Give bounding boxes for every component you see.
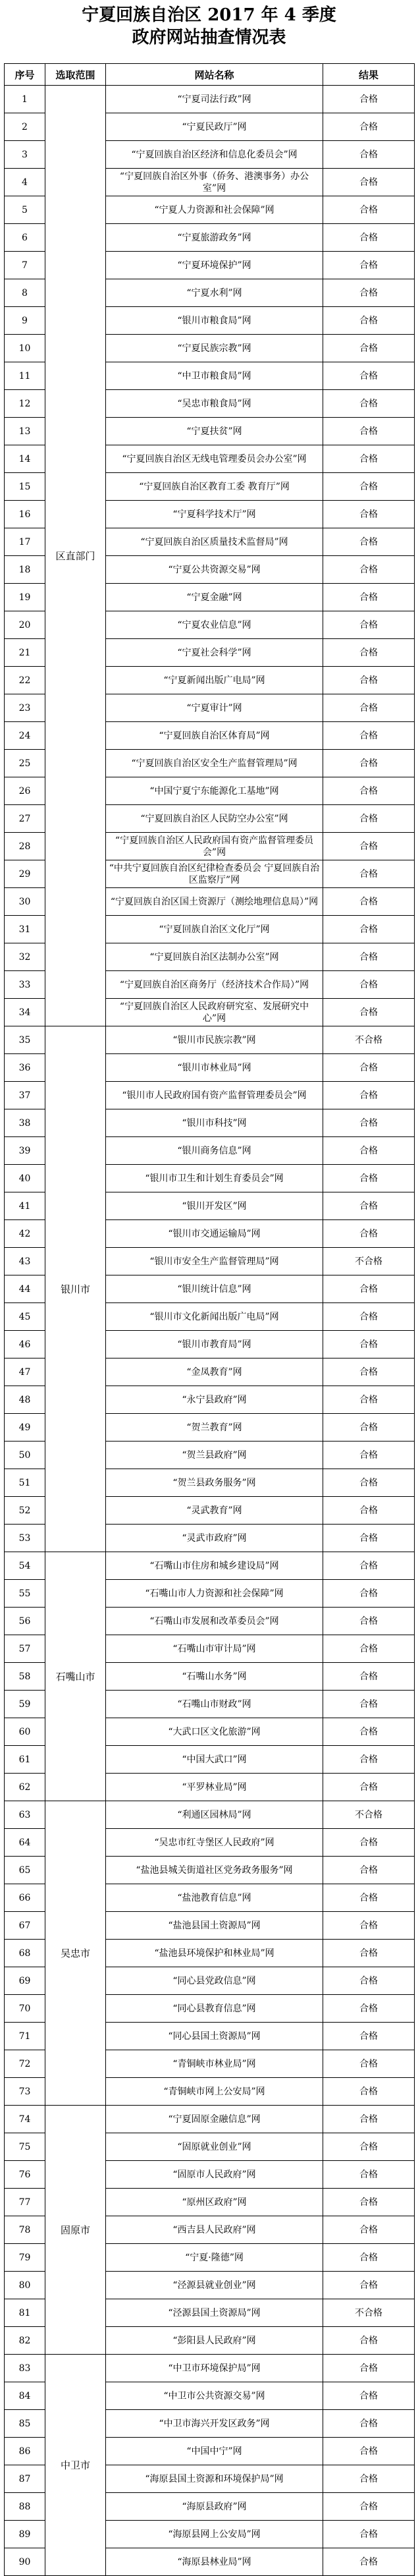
site-name: “银川市交通运输局”网: [106, 1220, 323, 1248]
result: 合格: [323, 252, 415, 279]
row-index: 5: [5, 196, 45, 224]
site-name: “银川市人民政府国有资产监督管理委员会”网: [106, 1082, 323, 1109]
scope-cell: 吴忠市: [45, 1801, 106, 2106]
result: 合格: [323, 805, 415, 833]
row-index: 15: [5, 473, 45, 501]
row-index: 26: [5, 777, 45, 805]
result: 合格: [323, 2161, 415, 2189]
table-header-row: [5, 64, 415, 86]
row-index: 16: [5, 501, 45, 528]
site-name: “永宁县政府”网: [106, 1386, 323, 1414]
row-index: 72: [5, 2050, 45, 2078]
row-index: 19: [5, 584, 45, 611]
result: 合格: [323, 584, 415, 611]
site-name: “宁夏回族自治区人民政府国有资产监督管理委员会”网: [106, 833, 323, 860]
row-index: 74: [5, 2106, 45, 2133]
result: 合格: [323, 722, 415, 750]
row-index: 69: [5, 1967, 45, 1995]
site-name: “宁夏回族自治区外事（侨务、港澳事务）办公室”网: [106, 169, 323, 196]
site-name: “宁夏公共资源交易”网: [106, 556, 323, 584]
table-row: [5, 2106, 415, 2133]
row-index: 44: [5, 1275, 45, 1303]
row-index: 24: [5, 722, 45, 750]
site-name: “盐池县环境保护和林业局”网: [106, 1940, 323, 1967]
header-site-name: 网站名称: [106, 64, 323, 86]
result: 合格: [323, 2548, 415, 2576]
result: 合格: [323, 888, 415, 916]
scope-cell: 区直部门: [45, 86, 106, 1026]
title-line-1: 宁夏回族自治区 2017 年 4 季度: [82, 5, 336, 25]
row-index: 56: [5, 1608, 45, 1635]
row-index: 3: [5, 141, 45, 169]
site-name: “海原县政府”网: [106, 2493, 323, 2521]
row-index: 20: [5, 611, 45, 639]
result: 合格: [323, 1082, 415, 1109]
result: 合格: [323, 2272, 415, 2299]
site-name: “盐池县国土资源局”网: [106, 1912, 323, 1940]
table-row: [5, 1552, 415, 1580]
result: 合格: [323, 2189, 415, 2216]
site-name: “石嘴山水务”网: [106, 1663, 323, 1691]
site-name: “中共宁夏回族自治区纪律检查委员会 宁夏回族自治区监察厅”网: [106, 860, 323, 888]
row-index: 28: [5, 833, 45, 860]
row-index: 11: [5, 362, 45, 390]
row-index: 51: [5, 1469, 45, 1497]
row-index: 25: [5, 750, 45, 777]
row-index: 46: [5, 1331, 45, 1358]
row-index: 78: [5, 2216, 45, 2244]
row-index: 85: [5, 2410, 45, 2438]
site-name: “吴忠市红寺堡区人民政府”网: [106, 1829, 323, 1857]
row-index: 62: [5, 1774, 45, 1801]
row-index: 52: [5, 1497, 45, 1525]
site-name: “贺兰县政务服务”网: [106, 1469, 323, 1497]
site-name: “中国大武口”网: [106, 1746, 323, 1774]
result: 不合格: [323, 1026, 415, 1054]
site-name: “宁夏回族自治区无线电管理委员会办公室”网: [106, 445, 323, 473]
result: 合格: [323, 860, 415, 888]
site-name: “同心县国土资源局”网: [106, 2023, 323, 2050]
row-index: 79: [5, 2244, 45, 2272]
site-name: “贺兰教育”网: [106, 1414, 323, 1442]
site-name: “固原就业创业”网: [106, 2133, 323, 2161]
site-name: “宁夏回族自治区法制办公室”网: [106, 943, 323, 971]
result: 合格: [323, 1165, 415, 1192]
site-name: “银川市文化新闻出版广电局”网: [106, 1303, 323, 1331]
result: 合格: [323, 445, 415, 473]
result: 不合格: [323, 2299, 415, 2327]
row-index: 68: [5, 1940, 45, 1967]
site-name: “彭阳县人民政府”网: [106, 2327, 323, 2355]
row-index: 37: [5, 1082, 45, 1109]
site-name: “宁夏·隆德”网: [106, 2244, 323, 2272]
result: 合格: [323, 916, 415, 943]
site-name: “石嘴山市人力资源和社会保障”网: [106, 1580, 323, 1608]
result: 合格: [323, 2216, 415, 2244]
site-name: “宁夏社会科学”网: [106, 639, 323, 667]
row-index: 65: [5, 1857, 45, 1884]
result: 合格: [323, 2410, 415, 2438]
row-index: 81: [5, 2299, 45, 2327]
table-row: [5, 86, 415, 113]
site-name: “银川市民族宗教”网: [106, 1026, 323, 1054]
result: 合格: [323, 1829, 415, 1857]
result: 合格: [323, 1497, 415, 1525]
result: 合格: [323, 113, 415, 141]
site-name: “宁夏扶贫”网: [106, 418, 323, 445]
site-name: “银川市安全生产监督管理局”网: [106, 1248, 323, 1275]
result: 合格: [323, 2023, 415, 2050]
site-name: “宁夏旅游政务”网: [106, 224, 323, 252]
site-name: “宁夏回族自治区教育工委 教育厅”网: [106, 473, 323, 501]
site-name: “银川商务信息”网: [106, 1137, 323, 1165]
row-index: 41: [5, 1192, 45, 1220]
site-name: “宁夏回族自治区文化厅”网: [106, 916, 323, 943]
result: 合格: [323, 390, 415, 418]
row-index: 22: [5, 667, 45, 694]
result: 合格: [323, 86, 415, 113]
row-index: 35: [5, 1026, 45, 1054]
result: 合格: [323, 2106, 415, 2133]
scope-cell: 固原市: [45, 2106, 106, 2355]
result: 合格: [323, 1774, 415, 1801]
table-row: [5, 1026, 415, 1054]
result: 合格: [323, 2050, 415, 2078]
row-index: 39: [5, 1137, 45, 1165]
row-index: 80: [5, 2272, 45, 2299]
row-index: 47: [5, 1358, 45, 1386]
row-index: 61: [5, 1746, 45, 1774]
row-index: 12: [5, 390, 45, 418]
site-name: “海原县网上公安局”网: [106, 2521, 323, 2548]
header-result: 结果: [323, 64, 415, 86]
result: 合格: [323, 1358, 415, 1386]
result: 合格: [323, 335, 415, 362]
site-name: “石嘴山市财政”网: [106, 1691, 323, 1718]
result: 合格: [323, 1884, 415, 1912]
result: 合格: [323, 1192, 415, 1220]
result: 合格: [323, 2355, 415, 2382]
row-index: 64: [5, 1829, 45, 1857]
site-name: “宁夏环境保护”网: [106, 252, 323, 279]
site-name: “灵武市政府”网: [106, 1525, 323, 1552]
result: 合格: [323, 971, 415, 999]
title-line-2: 政府网站抽查情况表: [132, 28, 286, 47]
row-index: 82: [5, 2327, 45, 2355]
result: 合格: [323, 1857, 415, 1884]
site-name: “宁夏金融”网: [106, 584, 323, 611]
row-index: 60: [5, 1718, 45, 1746]
result: 合格: [323, 1912, 415, 1940]
site-name: “海原县林业局”网: [106, 2548, 323, 2576]
result: 合格: [323, 1746, 415, 1774]
site-name: “盐池县城关街道社区党务政务服务”网: [106, 1857, 323, 1884]
site-name: “宁夏民政厅”网: [106, 113, 323, 141]
row-index: 63: [5, 1801, 45, 1829]
site-name: “中卫市海兴开发区政务”网: [106, 2410, 323, 2438]
site-name: “原州区政府”网: [106, 2189, 323, 2216]
result: 合格: [323, 279, 415, 307]
row-index: 42: [5, 1220, 45, 1248]
result: 合格: [323, 943, 415, 971]
row-index: 55: [5, 1580, 45, 1608]
site-name: “宁夏人力资源和社会保障”网: [106, 196, 323, 224]
inspection-table: [4, 63, 415, 2576]
result: 合格: [323, 2244, 415, 2272]
row-index: 36: [5, 1054, 45, 1082]
site-name: “海原县国土资源和环境保护局”网: [106, 2465, 323, 2493]
row-index: 86: [5, 2438, 45, 2465]
result: 合格: [323, 2493, 415, 2521]
site-name: “青铜峡市林业局”网: [106, 2050, 323, 2078]
row-index: 59: [5, 1691, 45, 1718]
result: 合格: [323, 611, 415, 639]
row-index: 4: [5, 169, 45, 196]
site-name: “贺兰县政府”网: [106, 1442, 323, 1469]
row-index: 31: [5, 916, 45, 943]
site-name: “利通区园林局”网: [106, 1801, 323, 1829]
row-index: 21: [5, 639, 45, 667]
row-index: 1: [5, 86, 45, 113]
result: 合格: [323, 833, 415, 860]
scope-cell: 中卫市: [45, 2355, 106, 2576]
site-name: “银川市林业局”网: [106, 1054, 323, 1082]
site-name: “青铜峡市网上公安局”网: [106, 2078, 323, 2106]
site-name: “宁夏审计”网: [106, 694, 323, 722]
site-name: “宁夏回族自治区经济和信息化委员会”网: [106, 141, 323, 169]
site-name: “银川市科技”网: [106, 1109, 323, 1137]
row-index: 58: [5, 1663, 45, 1691]
row-index: 14: [5, 445, 45, 473]
site-name: “银川市教育局”网: [106, 1331, 323, 1358]
site-name: “宁夏回族自治区人民政府研究室、发展研究中心”网: [106, 999, 323, 1026]
row-index: 18: [5, 556, 45, 584]
result: 合格: [323, 750, 415, 777]
row-index: 9: [5, 307, 45, 335]
result: 合格: [323, 196, 415, 224]
site-name: “石嘴山市住房和城乡建设局”网: [106, 1552, 323, 1580]
result: 合格: [323, 639, 415, 667]
row-index: 34: [5, 999, 45, 1026]
site-name: “中国宁夏宁东能源化工基地”网: [106, 777, 323, 805]
row-index: 53: [5, 1525, 45, 1552]
result: 合格: [323, 1275, 415, 1303]
result: 合格: [323, 1414, 415, 1442]
row-index: 2: [5, 113, 45, 141]
row-index: 90: [5, 2548, 45, 2576]
site-name: “银川市卫生和计划生育委员会”网: [106, 1165, 323, 1192]
site-name: “宁夏水利”网: [106, 279, 323, 307]
result: 合格: [323, 1054, 415, 1082]
row-index: 10: [5, 335, 45, 362]
row-index: 67: [5, 1912, 45, 1940]
result: 合格: [323, 418, 415, 445]
result: 合格: [323, 1386, 415, 1414]
scope-cell: 石嘴山市: [45, 1552, 106, 1801]
row-index: 83: [5, 2355, 45, 2382]
row-index: 48: [5, 1386, 45, 1414]
site-name: “灵武教育”网: [106, 1497, 323, 1525]
site-name: “宁夏回族自治区质量技术监督局”网: [106, 528, 323, 556]
site-name: “银川统计信息”网: [106, 1275, 323, 1303]
site-name: “中卫市环境保护局”网: [106, 2355, 323, 2382]
result: 合格: [323, 501, 415, 528]
site-name: “西吉县人民政府”网: [106, 2216, 323, 2244]
site-name: “宁夏回族自治区人民防空办公室”网: [106, 805, 323, 833]
result: 合格: [323, 1635, 415, 1663]
result: 合格: [323, 999, 415, 1026]
site-name: “石嘴山市发展和改革委员会”网: [106, 1608, 323, 1635]
row-index: 75: [5, 2133, 45, 2161]
result: 合格: [323, 1552, 415, 1580]
site-name: “金凤教育”网: [106, 1358, 323, 1386]
site-name: “平罗林业局”网: [106, 1774, 323, 1801]
result: 合格: [323, 556, 415, 584]
site-name: “宁夏回族自治区安全生产监督管理局”网: [106, 750, 323, 777]
result: 合格: [323, 1331, 415, 1358]
result: 合格: [323, 1967, 415, 1995]
result: 不合格: [323, 1248, 415, 1275]
row-index: 77: [5, 2189, 45, 2216]
site-name: “大武口区文化旅游”网: [106, 1718, 323, 1746]
result: 合格: [323, 2438, 415, 2465]
row-index: 40: [5, 1165, 45, 1192]
site-name: “中国中宁”网: [106, 2438, 323, 2465]
site-name: “固原市人民政府”网: [106, 2161, 323, 2189]
row-index: 13: [5, 418, 45, 445]
row-index: 54: [5, 1552, 45, 1580]
site-name: “宁夏回族自治区商务厅（经济技术合作局）”网: [106, 971, 323, 999]
row-index: 57: [5, 1635, 45, 1663]
result: 合格: [323, 667, 415, 694]
site-name: “宁夏科学技术厅”网: [106, 501, 323, 528]
site-name: “宁夏农业信息”网: [106, 611, 323, 639]
result: 合格: [323, 2078, 415, 2106]
site-name: “吴忠市粮食局”网: [106, 390, 323, 418]
document-title: [0, 0, 418, 49]
scope-cell: 银川市: [45, 1026, 106, 1552]
result: 合格: [323, 777, 415, 805]
row-index: 32: [5, 943, 45, 971]
row-index: 45: [5, 1303, 45, 1331]
site-name: “中卫市粮食局”网: [106, 362, 323, 390]
header-index: 序号: [5, 64, 45, 86]
site-name: “银川市粮食局”网: [106, 307, 323, 335]
site-name: “宁夏司法行政”网: [106, 86, 323, 113]
row-index: 29: [5, 860, 45, 888]
site-name: “同心县党政信息”网: [106, 1967, 323, 1995]
row-index: 7: [5, 252, 45, 279]
row-index: 71: [5, 2023, 45, 2050]
site-name: “中卫市公共资源交易”网: [106, 2382, 323, 2410]
result: 合格: [323, 362, 415, 390]
result: 合格: [323, 528, 415, 556]
result: 合格: [323, 141, 415, 169]
row-index: 27: [5, 805, 45, 833]
row-index: 6: [5, 224, 45, 252]
site-name: “宁夏回族自治区国土资源厅（测绘地理信息局）”网: [106, 888, 323, 916]
result: 合格: [323, 1469, 415, 1497]
row-index: 88: [5, 2493, 45, 2521]
row-index: 73: [5, 2078, 45, 2106]
row-index: 23: [5, 694, 45, 722]
row-index: 87: [5, 2465, 45, 2493]
result: 合格: [323, 1137, 415, 1165]
row-index: 84: [5, 2382, 45, 2410]
table-body: [5, 86, 415, 2576]
result: 合格: [323, 1109, 415, 1137]
result: 合格: [323, 2327, 415, 2355]
result: 合格: [323, 307, 415, 335]
row-index: 70: [5, 1995, 45, 2023]
site-name: “宁夏固原金融信息”网: [106, 2106, 323, 2133]
result: 合格: [323, 1580, 415, 1608]
site-name: “泾源县国土资源局”网: [106, 2299, 323, 2327]
row-index: 17: [5, 528, 45, 556]
row-index: 33: [5, 971, 45, 999]
result: 合格: [323, 1303, 415, 1331]
result: 合格: [323, 1525, 415, 1552]
result: 合格: [323, 224, 415, 252]
result: 合格: [323, 1442, 415, 1469]
header-scope: 选取范围: [45, 64, 106, 86]
site-name: “盐池教育信息”网: [106, 1884, 323, 1912]
result: 合格: [323, 1663, 415, 1691]
site-name: “石嘴山市审计局”网: [106, 1635, 323, 1663]
site-name: “泾源县就业创业”网: [106, 2272, 323, 2299]
row-index: 66: [5, 1884, 45, 1912]
row-index: 38: [5, 1109, 45, 1137]
result: 合格: [323, 169, 415, 196]
row-index: 49: [5, 1414, 45, 1442]
result: 合格: [323, 2133, 415, 2161]
result: 合格: [323, 2465, 415, 2493]
row-index: 8: [5, 279, 45, 307]
result: 不合格: [323, 1801, 415, 1829]
result: 合格: [323, 2521, 415, 2548]
result: 合格: [323, 694, 415, 722]
result: 合格: [323, 1940, 415, 1967]
row-index: 43: [5, 1248, 45, 1275]
row-index: 89: [5, 2521, 45, 2548]
result: 合格: [323, 473, 415, 501]
row-index: 30: [5, 888, 45, 916]
row-index: 50: [5, 1442, 45, 1469]
site-name: “同心县教育信息”网: [106, 1995, 323, 2023]
result: 合格: [323, 2382, 415, 2410]
result: 合格: [323, 1220, 415, 1248]
row-index: 76: [5, 2161, 45, 2189]
result: 合格: [323, 1718, 415, 1746]
site-name: “银川开发区”网: [106, 1192, 323, 1220]
table-row: [5, 2355, 415, 2382]
site-name: “宁夏回族自治区体育局”网: [106, 722, 323, 750]
result: 合格: [323, 1691, 415, 1718]
result: 合格: [323, 1995, 415, 2023]
result: 合格: [323, 1608, 415, 1635]
site-name: “宁夏新闻出版广电局”网: [106, 667, 323, 694]
site-name: “宁夏民族宗教”网: [106, 335, 323, 362]
table-row: [5, 1801, 415, 1829]
